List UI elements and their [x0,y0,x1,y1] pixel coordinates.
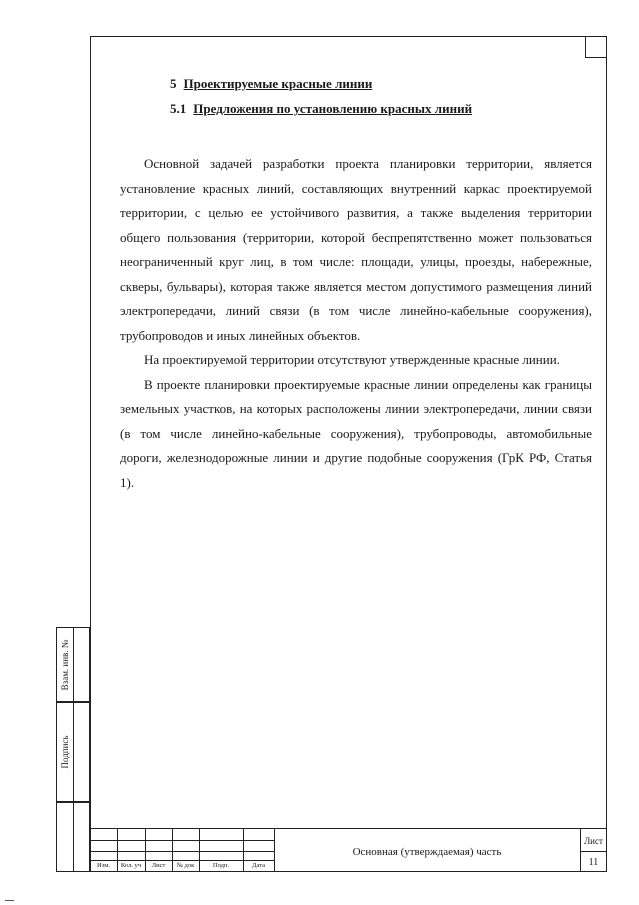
col-list: Лист [151,862,166,869]
paragraph-1: Основной задачей разработки проекта планировки территории, является установление красных линий, составляющих внутренний каркас проектируемой территории, с целью ее устойчивого развития, а также выделения территории общего пользования (территории, которой беспрепятственно может пользоваться неограниченный круг лиц, в том числе: площади, улицы, проезды, набережные, скверы, бульвары), которая также является местом допустимого размещения линий электропередачи, линий связи (в том числе линейно-кабельные сооружения), трубопроводов и иных линейных объектов. [120,156,592,343]
col-n-dok: № док [176,862,195,869]
sheet-label: Лист [584,836,603,846]
paragraph-3: В проекте планировки проектируемые красные линии определены как границы земельных участков, на которых расположены линии электропередачи, линии связи (в том числе линейно-кабельные сооружения), трубопроводы, автомобильные дороги, железнодорожные линии и другие подобные сооружения (ГрК РФ, Статья 1). [120,376,592,490]
subsection-title: Предложения по установлению красных линий [193,101,473,116]
side-stamp-vzam [56,627,90,702]
corner-box [585,37,606,58]
col-izm: Изм. [97,862,110,869]
side-stamp-inv [56,802,90,872]
col-podp: Подп. [212,862,230,869]
title-block [90,828,607,872]
sheet-number: 11 [588,857,599,868]
section-title: Проектируемые красные линии [183,76,373,91]
paragraph-2: На проектируемой территории отсутствуют утвержденные красные линии. [144,352,560,367]
edge-mark [5,900,14,901]
document-title: Основная (утверждаемая) часть [352,846,502,858]
col-data: Дата [252,862,265,869]
section-number: 5 [170,76,177,91]
subsection-heading [170,101,472,117]
subsection-number: 5.1 [170,101,187,116]
podpis-label: Подпись [60,735,70,769]
side-stamp-podpis [56,702,90,802]
section-heading [170,76,372,92]
vzam-label: Взам. инв. № [60,639,70,690]
col-kol-uch: Кол. уч [120,862,142,869]
body-text [120,152,592,495]
